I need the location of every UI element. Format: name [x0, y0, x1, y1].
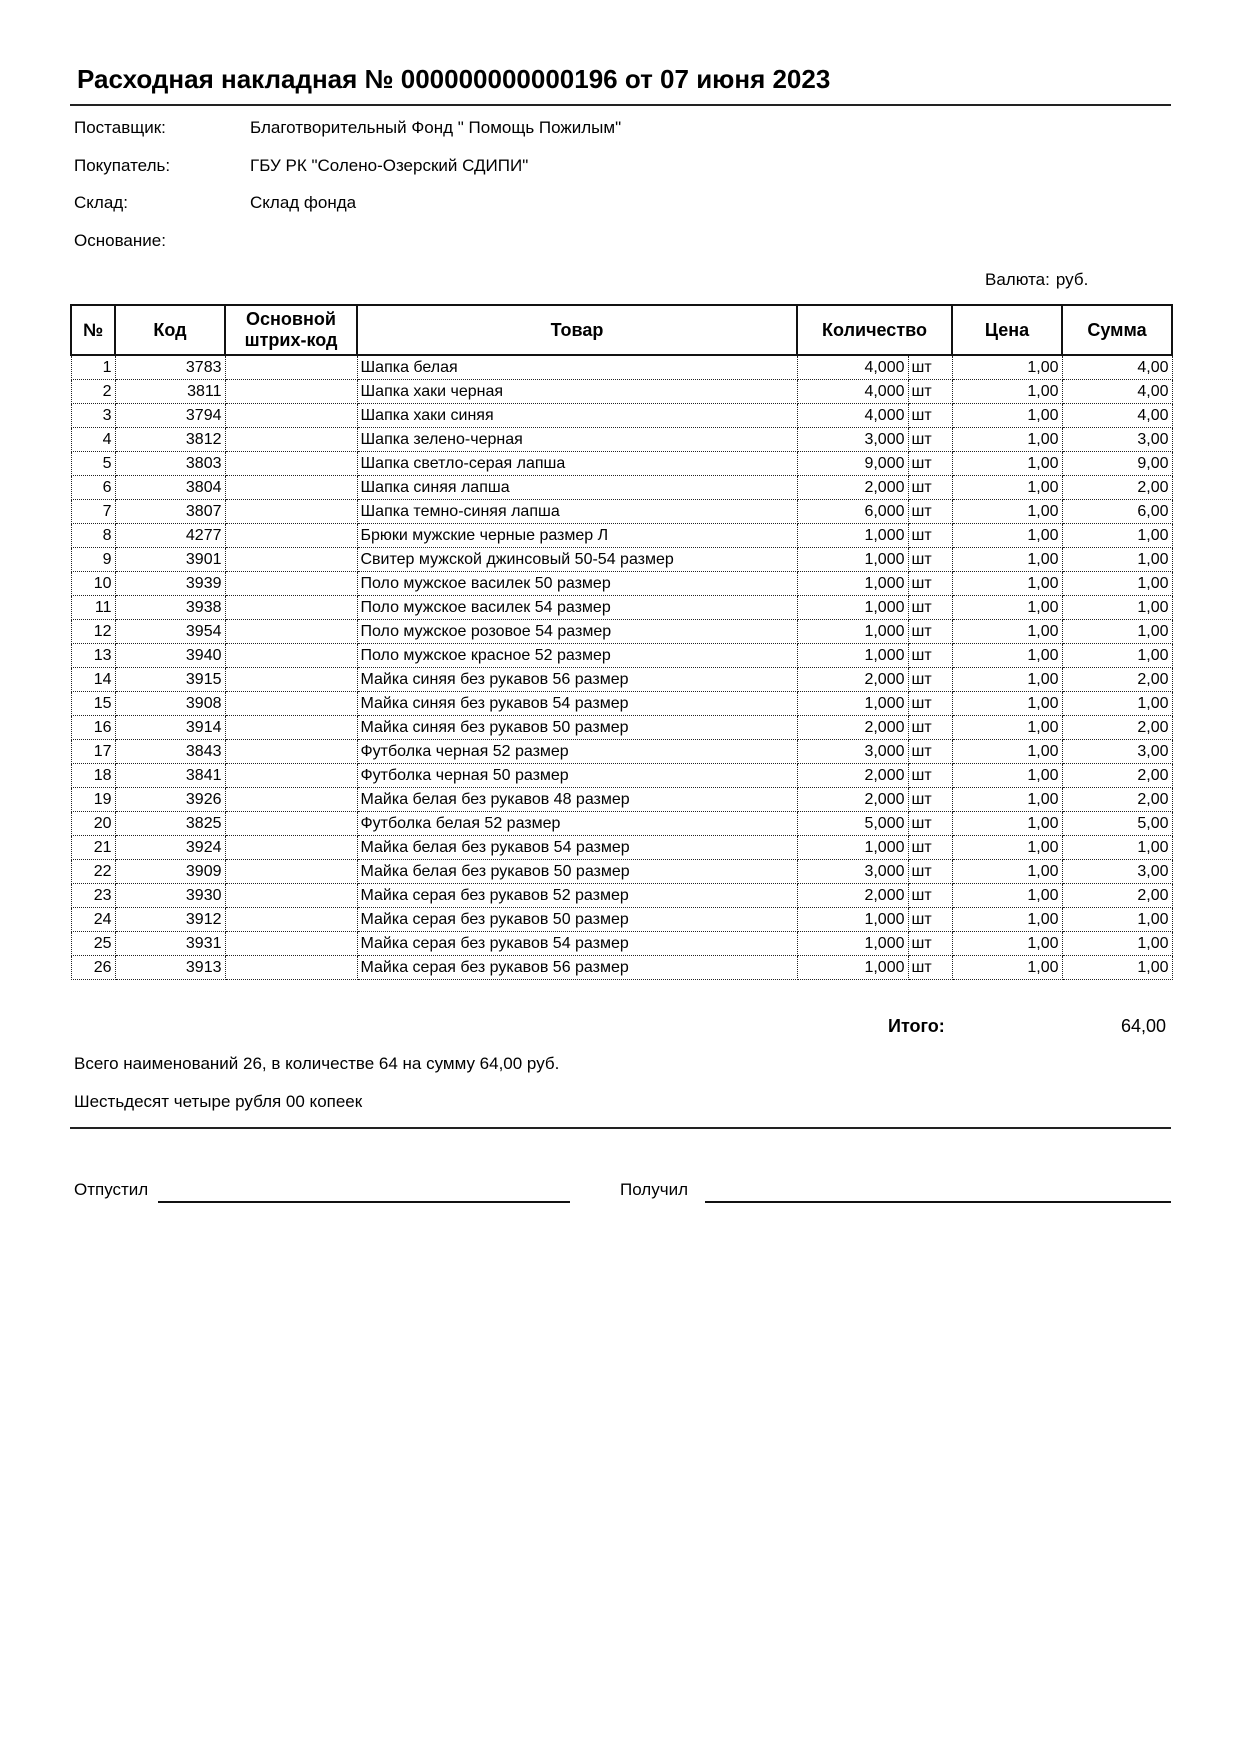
row-unit: шт [908, 572, 952, 596]
row-price: 1,00 [952, 836, 1062, 860]
row-sum: 4,00 [1062, 404, 1172, 428]
row-product: Шапка зелено-черная [357, 428, 797, 452]
table-row [71, 692, 1172, 716]
row-num: 13 [71, 644, 115, 668]
row-quantity: 5,000 [797, 812, 908, 836]
row-num: 17 [71, 740, 115, 764]
row-unit: шт [908, 932, 952, 956]
row-product: Шапка белая [357, 355, 797, 380]
row-num: 6 [71, 476, 115, 500]
row-quantity: 2,000 [797, 884, 908, 908]
row-unit: шт [908, 355, 952, 380]
row-price: 1,00 [952, 620, 1062, 644]
row-quantity: 2,000 [797, 476, 908, 500]
currency-label: Валюта: [985, 270, 1050, 289]
row-code: 3794 [115, 404, 225, 428]
row-sum: 1,00 [1062, 908, 1172, 932]
row-price: 1,00 [952, 355, 1062, 380]
table-row [71, 740, 1172, 764]
document-title: Расходная накладная № 000000000000196 от 07 июня 2023 [77, 64, 831, 94]
row-product: Майка серая без рукавов 56 размер [357, 956, 797, 980]
row-product: Свитер мужской джинсовый 50-54 размер [357, 548, 797, 572]
row-unit: шт [908, 620, 952, 644]
table-row [71, 644, 1172, 668]
row-barcode [225, 572, 357, 596]
currency-value: руб. [1055, 270, 1089, 289]
header-barcode-line1: Основной [246, 309, 336, 329]
row-num: 16 [71, 716, 115, 740]
row-quantity: 1,000 [797, 644, 908, 668]
buyer-label: Покупатель: [74, 156, 171, 175]
row-sum: 5,00 [1062, 812, 1172, 836]
row-price: 1,00 [952, 476, 1062, 500]
row-barcode [225, 668, 357, 692]
row-barcode [225, 355, 357, 380]
row-barcode [225, 548, 357, 572]
row-barcode [225, 788, 357, 812]
row-code: 3803 [115, 452, 225, 476]
row-num: 4 [71, 428, 115, 452]
row-price: 1,00 [952, 548, 1062, 572]
header-sum: Сумма [1062, 305, 1172, 355]
received-by-label: Получил [620, 1180, 688, 1199]
row-quantity: 2,000 [797, 668, 908, 692]
row-price: 1,00 [952, 524, 1062, 548]
table-row [71, 572, 1172, 596]
row-unit: шт [908, 644, 952, 668]
row-quantity: 2,000 [797, 788, 908, 812]
row-sum: 4,00 [1062, 380, 1172, 404]
row-code: 3812 [115, 428, 225, 452]
row-num: 20 [71, 812, 115, 836]
received-by-signature-line [705, 1201, 1171, 1203]
row-barcode [225, 716, 357, 740]
row-barcode [225, 692, 357, 716]
amount-in-words: Шестьдесят четыре рубля 00 копеек [74, 1092, 363, 1111]
row-barcode [225, 812, 357, 836]
row-unit: шт [908, 740, 952, 764]
table-row [71, 596, 1172, 620]
row-barcode [225, 860, 357, 884]
row-product: Майка серая без рукавов 54 размер [357, 932, 797, 956]
supplier-value: Благотворительный Фонд " Помощь Пожилым" [250, 118, 622, 137]
row-quantity: 2,000 [797, 764, 908, 788]
row-code: 3930 [115, 884, 225, 908]
row-unit: шт [908, 380, 952, 404]
row-unit: шт [908, 668, 952, 692]
row-num: 11 [71, 596, 115, 620]
row-product: Майка синяя без рукавов 54 размер [357, 692, 797, 716]
row-product: Майка серая без рукавов 50 размер [357, 908, 797, 932]
table-row [71, 716, 1172, 740]
row-barcode [225, 884, 357, 908]
row-product: Поло мужское красное 52 размер [357, 644, 797, 668]
row-sum: 3,00 [1062, 860, 1172, 884]
row-code: 3908 [115, 692, 225, 716]
table-row [71, 548, 1172, 572]
row-unit: шт [908, 860, 952, 884]
supplier-label: Поставщик: [74, 118, 166, 137]
row-product: Шапка синяя лапша [357, 476, 797, 500]
row-num: 9 [71, 548, 115, 572]
row-barcode [225, 380, 357, 404]
row-price: 1,00 [952, 884, 1062, 908]
row-unit: шт [908, 764, 952, 788]
released-by-signature-line [158, 1201, 570, 1203]
row-product: Брюки мужские черные размер Л [357, 524, 797, 548]
row-num: 24 [71, 908, 115, 932]
row-code: 4277 [115, 524, 225, 548]
row-code: 3909 [115, 860, 225, 884]
row-price: 1,00 [952, 764, 1062, 788]
table-row [71, 404, 1172, 428]
row-unit: шт [908, 404, 952, 428]
row-product: Майка белая без рукавов 54 размер [357, 836, 797, 860]
row-unit: шт [908, 788, 952, 812]
header-product: Товар [357, 305, 797, 355]
row-code: 3915 [115, 668, 225, 692]
bottom-divider [70, 1127, 1171, 1129]
basis-label: Основание: [74, 231, 166, 250]
row-quantity: 3,000 [797, 860, 908, 884]
row-code: 3938 [115, 596, 225, 620]
total-value: 64,00 [1120, 1016, 1166, 1036]
row-price: 1,00 [952, 908, 1062, 932]
row-quantity: 1,000 [797, 956, 908, 980]
table-row [71, 380, 1172, 404]
row-quantity: 1,000 [797, 572, 908, 596]
row-quantity: 1,000 [797, 836, 908, 860]
row-code: 3843 [115, 740, 225, 764]
table-row [71, 476, 1172, 500]
summary-text: Всего наименований 26, в количестве 64 на сумму 64,00 руб. [74, 1054, 560, 1073]
row-code: 3811 [115, 380, 225, 404]
row-price: 1,00 [952, 860, 1062, 884]
row-product: Поло мужское василек 54 размер [357, 596, 797, 620]
row-price: 1,00 [952, 380, 1062, 404]
row-barcode [225, 932, 357, 956]
table-row [71, 932, 1172, 956]
row-price: 1,00 [952, 956, 1062, 980]
header-num: № [71, 305, 115, 355]
header-code: Код [115, 305, 225, 355]
table-row [71, 355, 1172, 380]
row-product: Шапка хаки черная [357, 380, 797, 404]
row-unit: шт [908, 596, 952, 620]
row-sum: 1,00 [1062, 596, 1172, 620]
table-row [71, 812, 1172, 836]
row-barcode [225, 620, 357, 644]
row-quantity: 4,000 [797, 355, 908, 380]
row-code: 3914 [115, 716, 225, 740]
row-quantity: 1,000 [797, 524, 908, 548]
row-price: 1,00 [952, 932, 1062, 956]
row-num: 1 [71, 355, 115, 380]
row-unit: шт [908, 956, 952, 980]
header-barcode [225, 305, 357, 355]
row-unit: шт [908, 476, 952, 500]
row-price: 1,00 [952, 692, 1062, 716]
row-quantity: 1,000 [797, 596, 908, 620]
row-barcode [225, 836, 357, 860]
row-unit: шт [908, 524, 952, 548]
row-price: 1,00 [952, 716, 1062, 740]
row-product: Футболка черная 50 размер [357, 764, 797, 788]
row-price: 1,00 [952, 668, 1062, 692]
table-row [71, 500, 1172, 524]
row-code: 3825 [115, 812, 225, 836]
row-sum: 6,00 [1062, 500, 1172, 524]
row-num: 15 [71, 692, 115, 716]
row-num: 3 [71, 404, 115, 428]
warehouse-label: Склад: [74, 193, 128, 212]
row-quantity: 3,000 [797, 428, 908, 452]
header-price: Цена [952, 305, 1062, 355]
row-sum: 2,00 [1062, 476, 1172, 500]
row-barcode [225, 500, 357, 524]
row-price: 1,00 [952, 404, 1062, 428]
row-code: 3931 [115, 932, 225, 956]
row-sum: 2,00 [1062, 668, 1172, 692]
row-quantity: 6,000 [797, 500, 908, 524]
row-sum: 3,00 [1062, 740, 1172, 764]
row-code: 3783 [115, 355, 225, 380]
row-price: 1,00 [952, 572, 1062, 596]
row-num: 7 [71, 500, 115, 524]
row-sum: 2,00 [1062, 788, 1172, 812]
row-barcode [225, 644, 357, 668]
row-price: 1,00 [952, 428, 1062, 452]
row-unit: шт [908, 500, 952, 524]
row-barcode [225, 476, 357, 500]
row-sum: 4,00 [1062, 355, 1172, 380]
row-quantity: 1,000 [797, 908, 908, 932]
row-code: 3901 [115, 548, 225, 572]
row-code: 3841 [115, 764, 225, 788]
row-code: 3954 [115, 620, 225, 644]
row-num: 18 [71, 764, 115, 788]
table-row [71, 524, 1172, 548]
row-unit: шт [908, 716, 952, 740]
row-num: 26 [71, 956, 115, 980]
row-price: 1,00 [952, 812, 1062, 836]
row-product: Шапка светло-серая лапша [357, 452, 797, 476]
row-num: 22 [71, 860, 115, 884]
row-unit: шт [908, 452, 952, 476]
row-product: Шапка темно-синяя лапша [357, 500, 797, 524]
row-unit: шт [908, 812, 952, 836]
row-price: 1,00 [952, 452, 1062, 476]
row-num: 25 [71, 932, 115, 956]
row-quantity: 2,000 [797, 716, 908, 740]
row-quantity: 1,000 [797, 548, 908, 572]
row-price: 1,00 [952, 740, 1062, 764]
row-sum: 1,00 [1062, 572, 1172, 596]
row-sum: 9,00 [1062, 452, 1172, 476]
table-row [71, 788, 1172, 812]
row-sum: 3,00 [1062, 428, 1172, 452]
released-by-label: Отпустил [74, 1180, 149, 1199]
row-sum: 1,00 [1062, 524, 1172, 548]
row-code: 3912 [115, 908, 225, 932]
total-label: Итого: [888, 1016, 945, 1036]
row-num: 19 [71, 788, 115, 812]
goods-table [70, 304, 1173, 980]
row-sum: 2,00 [1062, 884, 1172, 908]
row-product: Майка белая без рукавов 50 размер [357, 860, 797, 884]
row-sum: 1,00 [1062, 932, 1172, 956]
table-row [71, 884, 1172, 908]
row-barcode [225, 524, 357, 548]
title-divider [70, 104, 1171, 106]
row-sum: 1,00 [1062, 956, 1172, 980]
table-row [71, 452, 1172, 476]
header-barcode-line2: штрих-код [244, 330, 338, 350]
row-sum: 1,00 [1062, 692, 1172, 716]
row-sum: 1,00 [1062, 836, 1172, 860]
row-product: Шапка хаки синяя [357, 404, 797, 428]
table-header-row [71, 305, 1172, 355]
row-unit: шт [908, 692, 952, 716]
row-product: Майка синяя без рукавов 50 размер [357, 716, 797, 740]
row-num: 23 [71, 884, 115, 908]
row-barcode [225, 428, 357, 452]
currency [985, 270, 1094, 290]
header-quantity: Количество [797, 305, 952, 355]
row-code: 3807 [115, 500, 225, 524]
buyer-value: ГБУ РК "Солено-Озерский СДИПИ" [250, 156, 529, 175]
row-sum: 1,00 [1062, 644, 1172, 668]
row-code: 3926 [115, 788, 225, 812]
warehouse-value: Склад фонда [250, 193, 357, 212]
row-unit: шт [908, 836, 952, 860]
row-barcode [225, 452, 357, 476]
table-row [71, 908, 1172, 932]
row-product: Майка белая без рукавов 48 размер [357, 788, 797, 812]
row-num: 10 [71, 572, 115, 596]
row-num: 14 [71, 668, 115, 692]
row-price: 1,00 [952, 500, 1062, 524]
row-sum: 2,00 [1062, 716, 1172, 740]
row-code: 3913 [115, 956, 225, 980]
row-product: Поло мужское розовое 54 размер [357, 620, 797, 644]
row-num: 21 [71, 836, 115, 860]
row-code: 3940 [115, 644, 225, 668]
row-unit: шт [908, 908, 952, 932]
row-num: 5 [71, 452, 115, 476]
row-quantity: 1,000 [797, 620, 908, 644]
table-row [71, 956, 1172, 980]
row-product: Майка серая без рукавов 52 размер [357, 884, 797, 908]
row-sum: 1,00 [1062, 548, 1172, 572]
row-unit: шт [908, 548, 952, 572]
table-row [71, 860, 1172, 884]
row-num: 8 [71, 524, 115, 548]
row-barcode [225, 764, 357, 788]
row-sum: 2,00 [1062, 764, 1172, 788]
table-row [71, 836, 1172, 860]
row-barcode [225, 956, 357, 980]
row-code: 3804 [115, 476, 225, 500]
row-barcode [225, 596, 357, 620]
table-row [71, 620, 1172, 644]
row-barcode [225, 908, 357, 932]
row-price: 1,00 [952, 596, 1062, 620]
table-row [71, 428, 1172, 452]
row-quantity: 1,000 [797, 932, 908, 956]
row-code: 3924 [115, 836, 225, 860]
table-row [71, 668, 1172, 692]
row-quantity: 4,000 [797, 380, 908, 404]
row-num: 2 [71, 380, 115, 404]
row-price: 1,00 [952, 644, 1062, 668]
row-num: 12 [71, 620, 115, 644]
row-price: 1,00 [952, 788, 1062, 812]
row-product: Поло мужское василек 50 размер [357, 572, 797, 596]
row-barcode [225, 404, 357, 428]
row-sum: 1,00 [1062, 620, 1172, 644]
row-product: Футболка черная 52 размер [357, 740, 797, 764]
row-quantity: 9,000 [797, 452, 908, 476]
row-quantity: 3,000 [797, 740, 908, 764]
row-quantity: 1,000 [797, 692, 908, 716]
row-unit: шт [908, 884, 952, 908]
row-quantity: 4,000 [797, 404, 908, 428]
row-product: Футболка белая 52 размер [357, 812, 797, 836]
row-code: 3939 [115, 572, 225, 596]
row-product: Майка синяя без рукавов 56 размер [357, 668, 797, 692]
table-row [71, 764, 1172, 788]
row-unit: шт [908, 428, 952, 452]
row-barcode [225, 740, 357, 764]
